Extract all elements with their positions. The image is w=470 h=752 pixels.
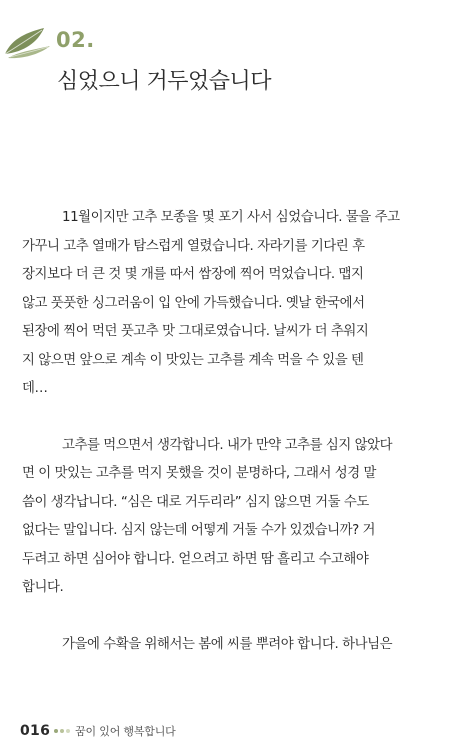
separator-dots — [54, 729, 70, 733]
paragraph — [22, 204, 456, 404]
dot — [66, 729, 70, 733]
text-line: 가을에 수확을 위해서는 봄에 씨를 뿌려야 합니다. 하나님은 — [62, 636, 393, 652]
text-line: 장지보다 더 큰 것 몇 개를 따서 쌈장에 찍어 먹었습니다. 맵지 — [22, 267, 364, 282]
leaf-icon — [2, 24, 54, 60]
text-line: 고추를 먹으면서 생각합니다. 내가 만약 고추를 심지 않았다 — [62, 437, 393, 453]
chapter-number: 02. — [56, 28, 95, 52]
text-line: 합니다. — [22, 580, 64, 595]
text-line: 데… — [22, 381, 48, 396]
chapter-title: 심었으니 거두었습니다 — [57, 69, 272, 94]
page-footer — [20, 722, 176, 740]
text-line: 않고 풋풋한 싱그러움이 입 안에 가득했습니다. 옛날 한국에서 — [22, 295, 365, 311]
body-text — [22, 204, 456, 687]
dot — [60, 729, 64, 733]
text-line: 없다는 말입니다. 심지 않는데 어떻게 거둘 수가 있겠습니까? 거 — [22, 523, 376, 538]
dot — [54, 729, 58, 733]
page-number: 016 — [20, 723, 51, 739]
paragraph — [22, 432, 456, 603]
chapter-header — [0, 22, 200, 62]
text-line: 가꾸니 고추 열매가 탐스럽게 열렸습니다. 자라기를 기다린 후 — [22, 238, 365, 254]
text-line: 11월이지만 고추 모종을 몇 포기 사서 심었습니다. 물을 주고 — [62, 210, 400, 225]
text-line: 된장에 찍어 먹던 풋고추 맛 그대로였습니다. 날씨가 더 추워지 — [22, 324, 369, 339]
paragraph — [22, 631, 456, 660]
text-line: 면 이 맛있는 고추를 먹지 못했을 것이 분명하다, 그래서 성경 말 — [22, 466, 377, 481]
text-line: 두려고 하면 심어야 합니다. 얻으려고 하면 땀 흘리고 수고해야 — [22, 551, 369, 567]
text-line: 씀이 생각납니다. “심은 대로 거두리라” 심지 않으면 거둘 수도 — [22, 494, 369, 510]
text-line: 지 않으면 앞으로 계속 이 맛있는 고추를 계속 먹을 수 있을 텐 — [22, 352, 364, 368]
book-title: 꿈이 있어 행복합니다 — [75, 725, 176, 738]
